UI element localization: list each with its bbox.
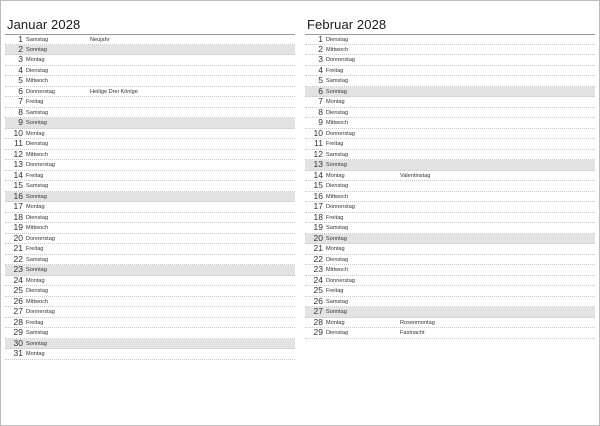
- day-number: 1: [318, 34, 323, 44]
- holiday-label: Rosenmontag: [400, 319, 435, 326]
- day-number: 1: [18, 34, 23, 44]
- day-row: [305, 87, 595, 98]
- weekday-name: Sonntag: [326, 162, 347, 168]
- holiday-label: Valentinstag: [400, 172, 431, 179]
- day-number: 21: [13, 243, 23, 253]
- weekday-name: Samstag: [26, 256, 49, 263]
- day-row: [5, 129, 295, 140]
- day-row: [305, 318, 595, 329]
- day-row: [5, 160, 295, 171]
- weekday-name: Dienstag: [326, 37, 349, 43]
- weekday-name: Freitag: [26, 99, 44, 105]
- day-number: 31: [13, 348, 23, 358]
- weekday-name: Montag: [326, 246, 345, 252]
- day-row: [5, 171, 295, 182]
- day-list: [305, 34, 595, 339]
- weekday-name: Samstag: [26, 109, 49, 116]
- weekday-name: Donnerstag: [326, 204, 355, 210]
- day-row: [305, 34, 595, 45]
- day-row: [305, 160, 595, 171]
- day-row: [305, 118, 595, 129]
- weekday-name: Montag: [26, 351, 45, 357]
- month-title: Februar 2028: [307, 17, 387, 32]
- holiday-label: Heilige Drei Könige: [90, 88, 138, 95]
- day-number: 21: [313, 243, 323, 253]
- weekday-name: Sonntag: [26, 193, 47, 200]
- weekday-name: Dienstag: [326, 330, 349, 336]
- day-row: [305, 244, 595, 255]
- weekday-name: Sonntag: [26, 267, 47, 273]
- day-number: 28: [313, 316, 323, 327]
- day-number: 20: [13, 232, 23, 243]
- weekday-name: Freitag: [26, 246, 44, 252]
- day-number: 27: [13, 306, 23, 316]
- weekday-name: Donnerstag: [26, 309, 55, 315]
- weekday-name: Dienstag: [326, 256, 349, 263]
- day-row: [5, 181, 295, 192]
- day-number: 6: [318, 85, 323, 96]
- day-row: [5, 150, 295, 161]
- day-row: [5, 349, 295, 360]
- weekday-name: Sonntag: [326, 309, 347, 315]
- day-row: [305, 192, 595, 203]
- holiday-label: Fastnacht: [400, 330, 425, 336]
- day-list: [5, 34, 295, 360]
- weekday-name: Mittwoch: [26, 78, 49, 84]
- holiday-label: Neujahr: [90, 37, 110, 43]
- day-number: 7: [18, 96, 23, 106]
- month-january: [5, 16, 295, 360]
- day-row: [5, 213, 295, 224]
- weekday-name: Sonntag: [26, 46, 47, 53]
- day-number: 23: [13, 264, 23, 274]
- day-row: [5, 202, 295, 213]
- day-row: [5, 55, 295, 66]
- weekday-name: Mittwoch: [26, 298, 49, 305]
- day-row: [305, 129, 595, 140]
- day-number: 22: [13, 253, 23, 264]
- day-row: [305, 171, 595, 182]
- weekday-name: Freitag: [326, 288, 344, 294]
- day-number: 17: [313, 201, 323, 211]
- day-row: [5, 255, 295, 266]
- day-number: 4: [18, 64, 23, 75]
- day-number: 24: [13, 274, 23, 285]
- day-number: 26: [13, 295, 23, 306]
- weekday-name: Samstag: [326, 225, 349, 231]
- day-row: [5, 234, 295, 245]
- day-row: [5, 34, 295, 45]
- day-row: [5, 118, 295, 129]
- day-number: 25: [13, 285, 23, 295]
- day-row: [305, 139, 595, 150]
- day-number: 18: [313, 211, 323, 222]
- day-number: 10: [13, 127, 23, 138]
- day-number: 15: [13, 180, 23, 190]
- weekday-name: Dienstag: [26, 288, 49, 294]
- day-number: 28: [13, 316, 23, 327]
- day-number: 12: [13, 148, 23, 159]
- day-number: 9: [318, 117, 323, 127]
- day-row: [5, 97, 295, 108]
- weekday-name: Sonntag: [26, 340, 47, 347]
- day-number: 2: [318, 43, 323, 54]
- weekday-name: Dienstag: [326, 109, 349, 116]
- weekday-name: Samstag: [26, 330, 49, 336]
- day-number: 2: [18, 43, 23, 54]
- day-number: 19: [313, 222, 323, 232]
- weekday-name: Donnerstag: [26, 88, 55, 95]
- weekday-name: Freitag: [326, 214, 344, 221]
- day-number: 4: [318, 64, 323, 75]
- day-number: 6: [18, 85, 23, 96]
- day-row: [5, 45, 295, 56]
- day-number: 13: [13, 159, 23, 169]
- weekday-name: Montag: [326, 172, 345, 179]
- day-number: 11: [314, 138, 323, 148]
- day-number: 16: [13, 190, 23, 201]
- day-number: 8: [318, 106, 323, 117]
- day-number: 25: [313, 285, 323, 295]
- day-row: [305, 76, 595, 87]
- day-row: [305, 181, 595, 192]
- day-number: 3: [318, 54, 323, 64]
- day-row: [305, 234, 595, 245]
- day-number: 18: [13, 211, 23, 222]
- day-row: [5, 318, 295, 329]
- day-row: [305, 307, 595, 318]
- weekday-name: Donnerstag: [326, 57, 355, 63]
- weekday-name: Freitag: [326, 141, 344, 147]
- day-number: 11: [14, 138, 23, 148]
- day-number: 16: [313, 190, 323, 201]
- day-number: 23: [313, 264, 323, 274]
- day-number: 26: [313, 295, 323, 306]
- day-number: 5: [18, 75, 23, 85]
- day-row: [305, 297, 595, 308]
- weekday-name: Montag: [326, 99, 345, 105]
- day-row: [5, 265, 295, 276]
- weekday-name: Donnerstag: [26, 162, 55, 168]
- weekday-name: Donnerstag: [326, 277, 355, 284]
- weekday-name: Dienstag: [26, 214, 49, 221]
- day-row: [305, 150, 595, 161]
- weekday-name: Sonntag: [26, 120, 47, 126]
- day-row: [5, 76, 295, 87]
- day-row: [305, 55, 595, 66]
- day-number: 13: [313, 159, 323, 169]
- day-row: [305, 213, 595, 224]
- weekday-name: Freitag: [326, 67, 344, 74]
- weekday-name: Mittwoch: [326, 267, 349, 273]
- weekday-name: Dienstag: [26, 141, 49, 147]
- day-number: 27: [313, 306, 323, 316]
- day-row: [5, 108, 295, 119]
- weekday-name: Mittwoch: [26, 225, 49, 231]
- weekday-name: Mittwoch: [26, 151, 49, 158]
- weekday-name: Samstag: [326, 78, 349, 84]
- day-row: [305, 276, 595, 287]
- weekday-name: Sonntag: [326, 88, 347, 95]
- day-number: 15: [313, 180, 323, 190]
- day-number: 29: [313, 327, 323, 337]
- weekday-name: Mittwoch: [326, 193, 349, 200]
- weekday-name: Freitag: [26, 172, 44, 179]
- day-row: [305, 66, 595, 77]
- day-row: [305, 265, 595, 276]
- day-row: [5, 223, 295, 234]
- day-number: 20: [313, 232, 323, 243]
- day-row: [5, 276, 295, 287]
- day-row: [305, 202, 595, 213]
- weekday-name: Samstag: [26, 37, 49, 43]
- weekday-name: Freitag: [26, 319, 44, 326]
- weekday-name: Dienstag: [326, 183, 349, 189]
- day-row: [305, 286, 595, 297]
- weekday-name: Montag: [26, 277, 45, 284]
- month-title: Januar 2028: [7, 17, 81, 32]
- weekday-name: Samstag: [26, 183, 49, 189]
- day-number: 8: [18, 106, 23, 117]
- day-number: 10: [313, 127, 323, 138]
- day-number: 12: [313, 148, 323, 159]
- day-row: [305, 223, 595, 234]
- day-row: [305, 97, 595, 108]
- day-number: 24: [313, 274, 323, 285]
- weekday-name: Mittwoch: [326, 120, 349, 126]
- day-number: 17: [13, 201, 23, 211]
- day-row: [5, 87, 295, 98]
- weekday-name: Montag: [26, 130, 45, 137]
- weekday-name: Montag: [326, 319, 345, 326]
- day-row: [305, 108, 595, 119]
- weekday-name: Samstag: [326, 151, 349, 158]
- day-number: 22: [313, 253, 323, 264]
- day-number: 29: [13, 327, 23, 337]
- day-number: 3: [18, 54, 23, 64]
- day-number: 14: [313, 169, 323, 180]
- weekday-name: Dienstag: [26, 67, 49, 74]
- day-number: 7: [318, 96, 323, 106]
- day-row: [305, 328, 595, 339]
- day-row: [5, 192, 295, 203]
- day-row: [5, 286, 295, 297]
- day-row: [5, 244, 295, 255]
- day-row: [305, 45, 595, 56]
- day-row: [5, 339, 295, 350]
- weekday-name: Montag: [26, 204, 45, 210]
- day-row: [5, 139, 295, 150]
- day-number: 30: [13, 337, 23, 348]
- day-row: [5, 307, 295, 318]
- day-number: 14: [13, 169, 23, 180]
- day-row: [5, 297, 295, 308]
- weekday-name: Mittwoch: [326, 46, 349, 53]
- day-row: [5, 66, 295, 77]
- weekday-name: Montag: [26, 57, 45, 63]
- day-row: [5, 328, 295, 339]
- day-number: 9: [18, 117, 23, 127]
- day-number: 5: [318, 75, 323, 85]
- day-row: [305, 255, 595, 266]
- weekday-name: Donnerstag: [326, 130, 355, 137]
- weekday-name: Samstag: [326, 298, 349, 305]
- day-number: 19: [13, 222, 23, 232]
- month-february: [305, 16, 595, 339]
- weekday-name: Sonntag: [326, 235, 347, 242]
- weekday-name: Donnerstag: [26, 235, 55, 242]
